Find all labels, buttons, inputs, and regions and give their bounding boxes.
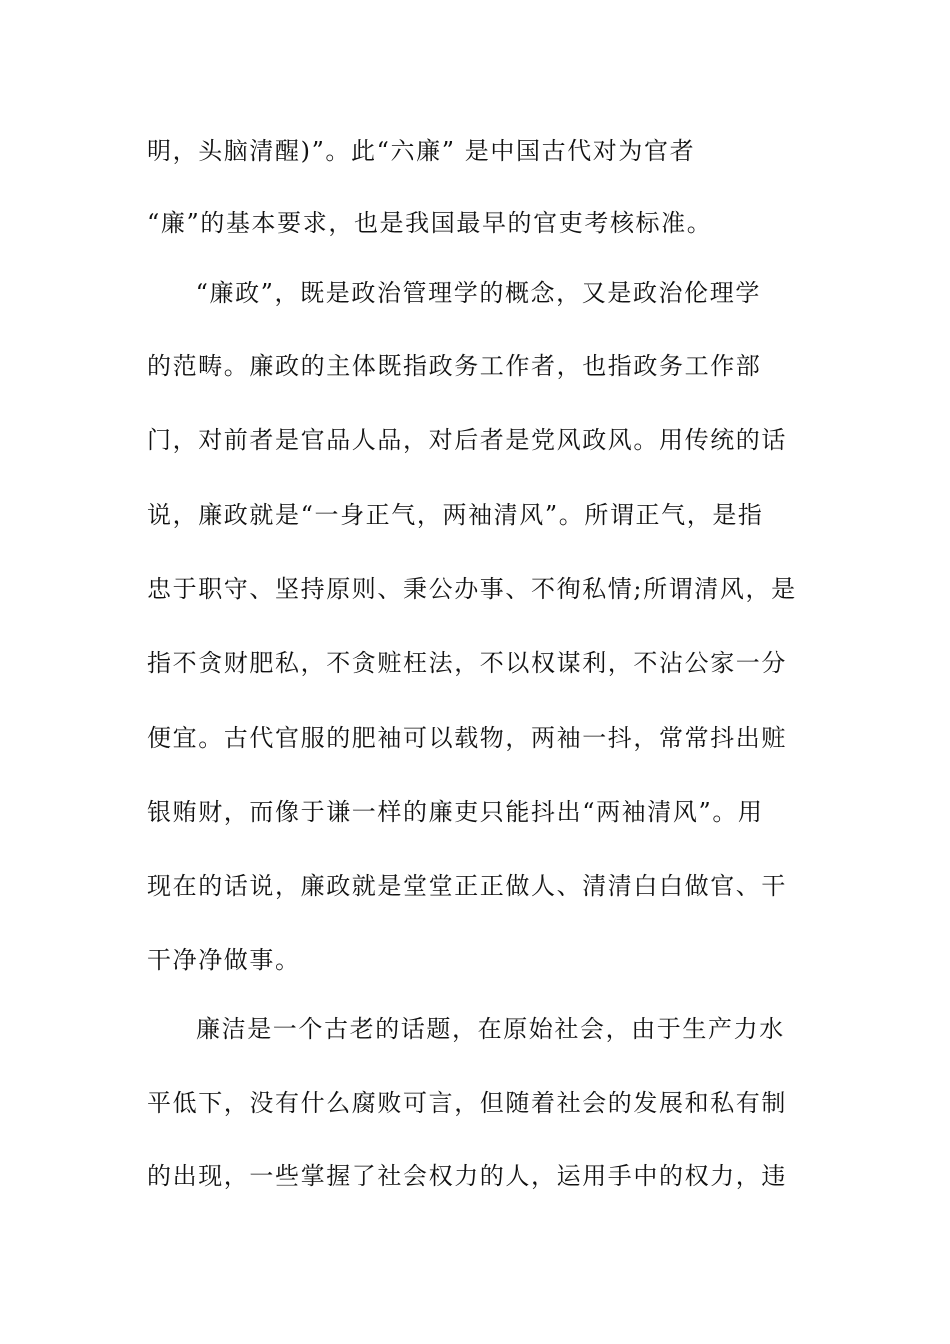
text-line: 便宜。古代官服的肥袖可以载物，两袖一抖，常常抖出赃 <box>147 724 787 752</box>
text-line: 忠于职守、坚持原则、秉公办事、不徇私情;所谓清风，是 <box>147 575 797 603</box>
text-line: 说，廉政就是“一身正气，两袖清风”。所谓正气，是指 <box>147 501 764 529</box>
text-line: 的范畴。廉政的主体既指政务工作者，也指政务工作部 <box>147 352 762 380</box>
text-line: 明，头脑清醒)”。此“六廉” 是中国古代对为官者 <box>147 137 696 165</box>
paragraph-start-line: 廉洁是一个古老的话题，在原始社会，由于生产力水 <box>196 1015 785 1043</box>
paragraph-start-line: “廉政”，既是政治管理学的概念，又是政治伦理学 <box>170 279 761 307</box>
text-line: 平低下，没有什么腐败可言，但随着社会的发展和私有制 <box>147 1089 787 1117</box>
text-line: 门，对前者是官品人品，对后者是党风政风。用传统的话 <box>147 426 787 454</box>
paragraph-end-line: 干净净做事。 <box>147 946 301 974</box>
text-line: 现在的话说，廉政就是堂堂正正做人、清清白白做官、干 <box>147 872 787 900</box>
text-line: “廉”的基本要求，也是我国最早的官吏考核标准。 <box>147 209 713 237</box>
text-line: 银贿财，而像于谦一样的廉吏只能抖出“两袖清风”。用 <box>147 798 764 826</box>
text-line: 的出现，一些掌握了社会权力的人，运用手中的权力，违 <box>147 1162 787 1190</box>
text-line: 指不贪财肥私，不贪赃枉法，不以权谋利，不沾公家一分 <box>147 649 787 677</box>
